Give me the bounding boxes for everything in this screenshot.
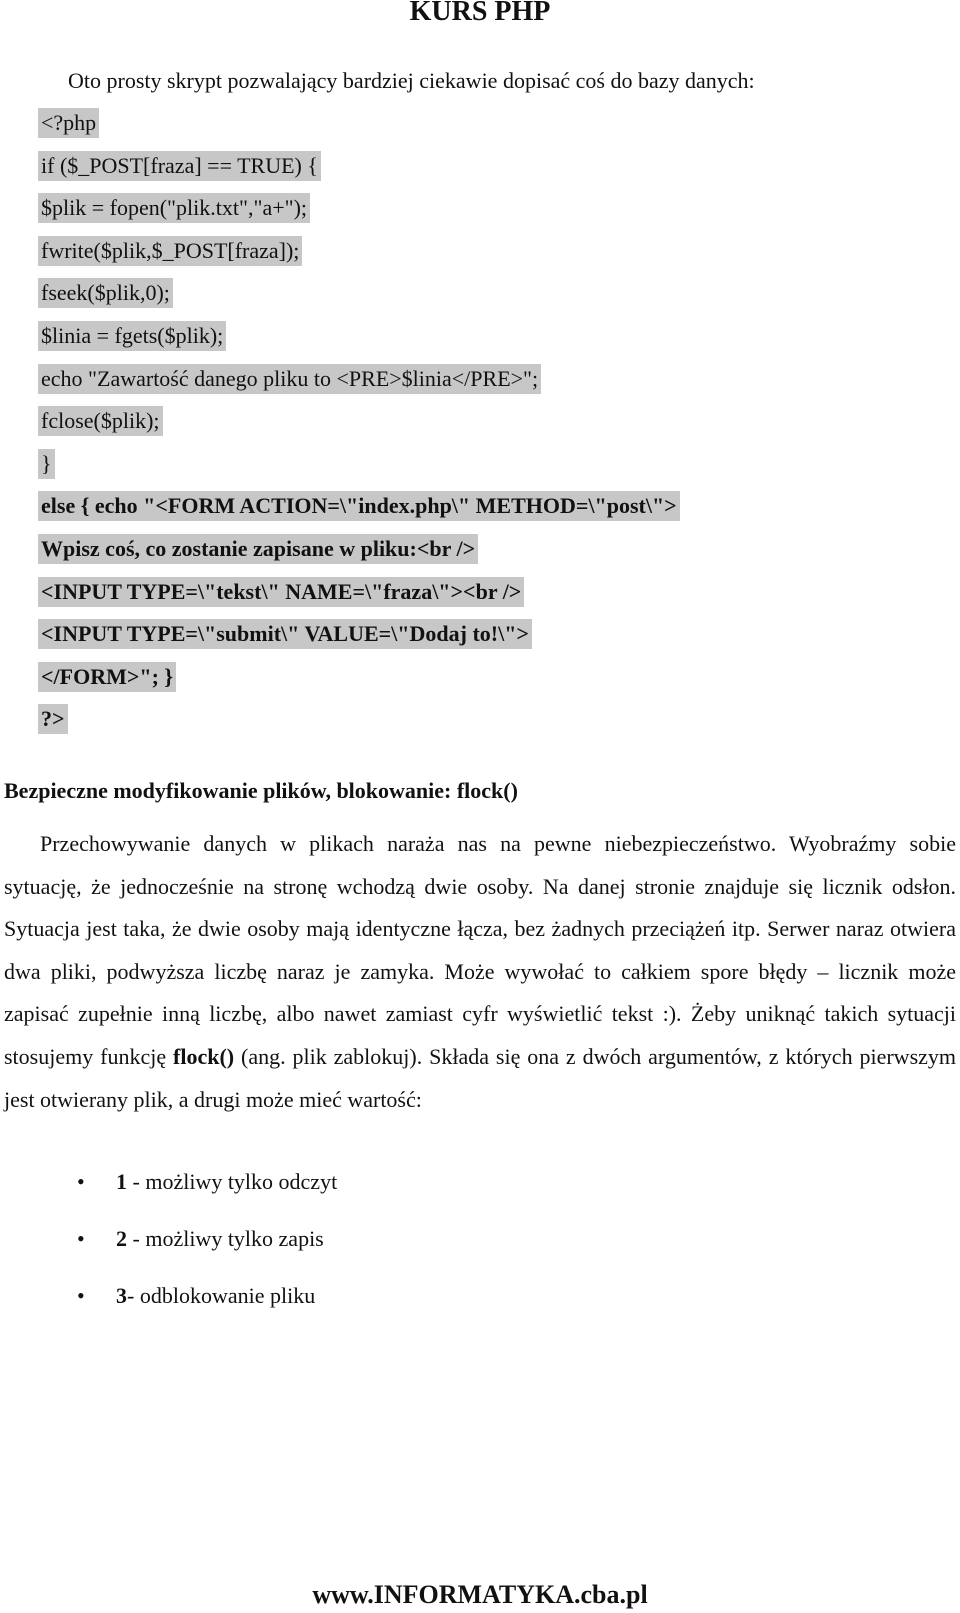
code-line-text: fclose($plik); (38, 406, 163, 436)
bullet-icon: • (77, 1169, 85, 1194)
code-line-text: if ($_POST[fraza] == TRUE) { (38, 151, 321, 181)
code-line-text: $plik = fopen("plik.txt","a+"); (38, 193, 310, 223)
list-item-text (116, 1167, 337, 1197)
code-line (38, 193, 680, 236)
code-block (38, 108, 680, 747)
code-line (38, 321, 680, 364)
bullet-icon: • (77, 1283, 85, 1308)
code-line-text: else { echo "<FORM ACTION=\"index.php\" METHOD=\"post\"> (38, 491, 680, 521)
code-line (38, 619, 680, 662)
code-line (38, 406, 680, 449)
code-line-text: <INPUT TYPE=\"tekst\" NAME=\"fraza\"><br /> (38, 577, 524, 607)
code-line (38, 704, 680, 747)
code-line-text: </FORM>"; } (38, 662, 176, 692)
list-item-text (116, 1281, 315, 1311)
code-line-text: } (38, 449, 55, 479)
code-line (38, 577, 680, 620)
code-line-text: <?php (38, 108, 99, 138)
code-line (38, 364, 680, 407)
code-line-text: Wpisz coś, co zostanie zapisane w pliku:<br /> (38, 534, 478, 564)
paragraph-function-name: flock() (173, 1043, 235, 1069)
list-item-key: 3 (116, 1283, 127, 1308)
code-line-text: <INPUT TYPE=\"submit\" VALUE=\"Dodaj to!\"> (38, 619, 532, 649)
bullet-icon: • (77, 1226, 85, 1251)
list-item-description: - możliwy tylko odczyt (127, 1169, 338, 1194)
page-title: KURS PHP (409, 0, 551, 27)
paragraph-text-before: Przechowywanie danych w plikach naraża nas na pewne niebezpieczeństwo. Wyobraźmy sobie sytuację, że jednocześnie na stronę wchodzą dwie osoby. Na danej stronie znajduje się licznik odsłon. Sytuacja jest taka, że dwie osoby mają identyczne łącza, bez żadnych przeciążeń itp. Serwer naraz otwiera dwa pliki, podwyższa liczbę naraz je zamyka. Może wywołać to całkiem spore błędy – licznik może zapisać zupełnie inną liczbę, albo nawet zamiast cyfr wyświetlić tekst :). Żeby uniknąć takich sytuacji stosujemy funkcję (4, 831, 956, 1069)
intro-text: Oto prosty skrypt pozwalający bardziej ciekawie dopisać coś do bazy danych: (68, 68, 755, 93)
code-line-text: fseek($plik,0); (38, 278, 173, 308)
code-line (38, 108, 680, 151)
list-item-text (116, 1224, 324, 1254)
code-line (38, 534, 680, 577)
code-line-text: fwrite($plik,$_POST[fraza]); (38, 236, 302, 266)
code-line (38, 449, 680, 492)
code-line-text: echo "Zawartość danego pliku to <PRE>$linia</PRE>"; (38, 364, 541, 394)
list-item-key: 2 (116, 1226, 127, 1251)
code-line (38, 662, 680, 705)
code-line (38, 151, 680, 194)
footer-url: www.INFORMATYKA.cba.pl (312, 1580, 648, 1609)
list-item-description: - odblokowanie pliku (127, 1283, 316, 1308)
section-paragraph (4, 823, 956, 1121)
list-item-key: 1 (116, 1169, 127, 1194)
section-heading: Bezpieczne modyfikowanie plików, blokowanie: flock() (4, 778, 518, 803)
code-line-text: $linia = fgets($plik); (38, 321, 226, 351)
code-line (38, 491, 680, 534)
code-line (38, 278, 680, 321)
paragraph-text-after: (ang. plik zablokuj). Składa się ona z dwóch argumentów, z których pierwszym jest otwierany plik, a drugi może mieć wartość: (4, 1043, 957, 1112)
code-line-text: ?> (38, 704, 68, 734)
list-item-description: - możliwy tylko zapis (127, 1226, 324, 1251)
code-line (38, 236, 680, 279)
